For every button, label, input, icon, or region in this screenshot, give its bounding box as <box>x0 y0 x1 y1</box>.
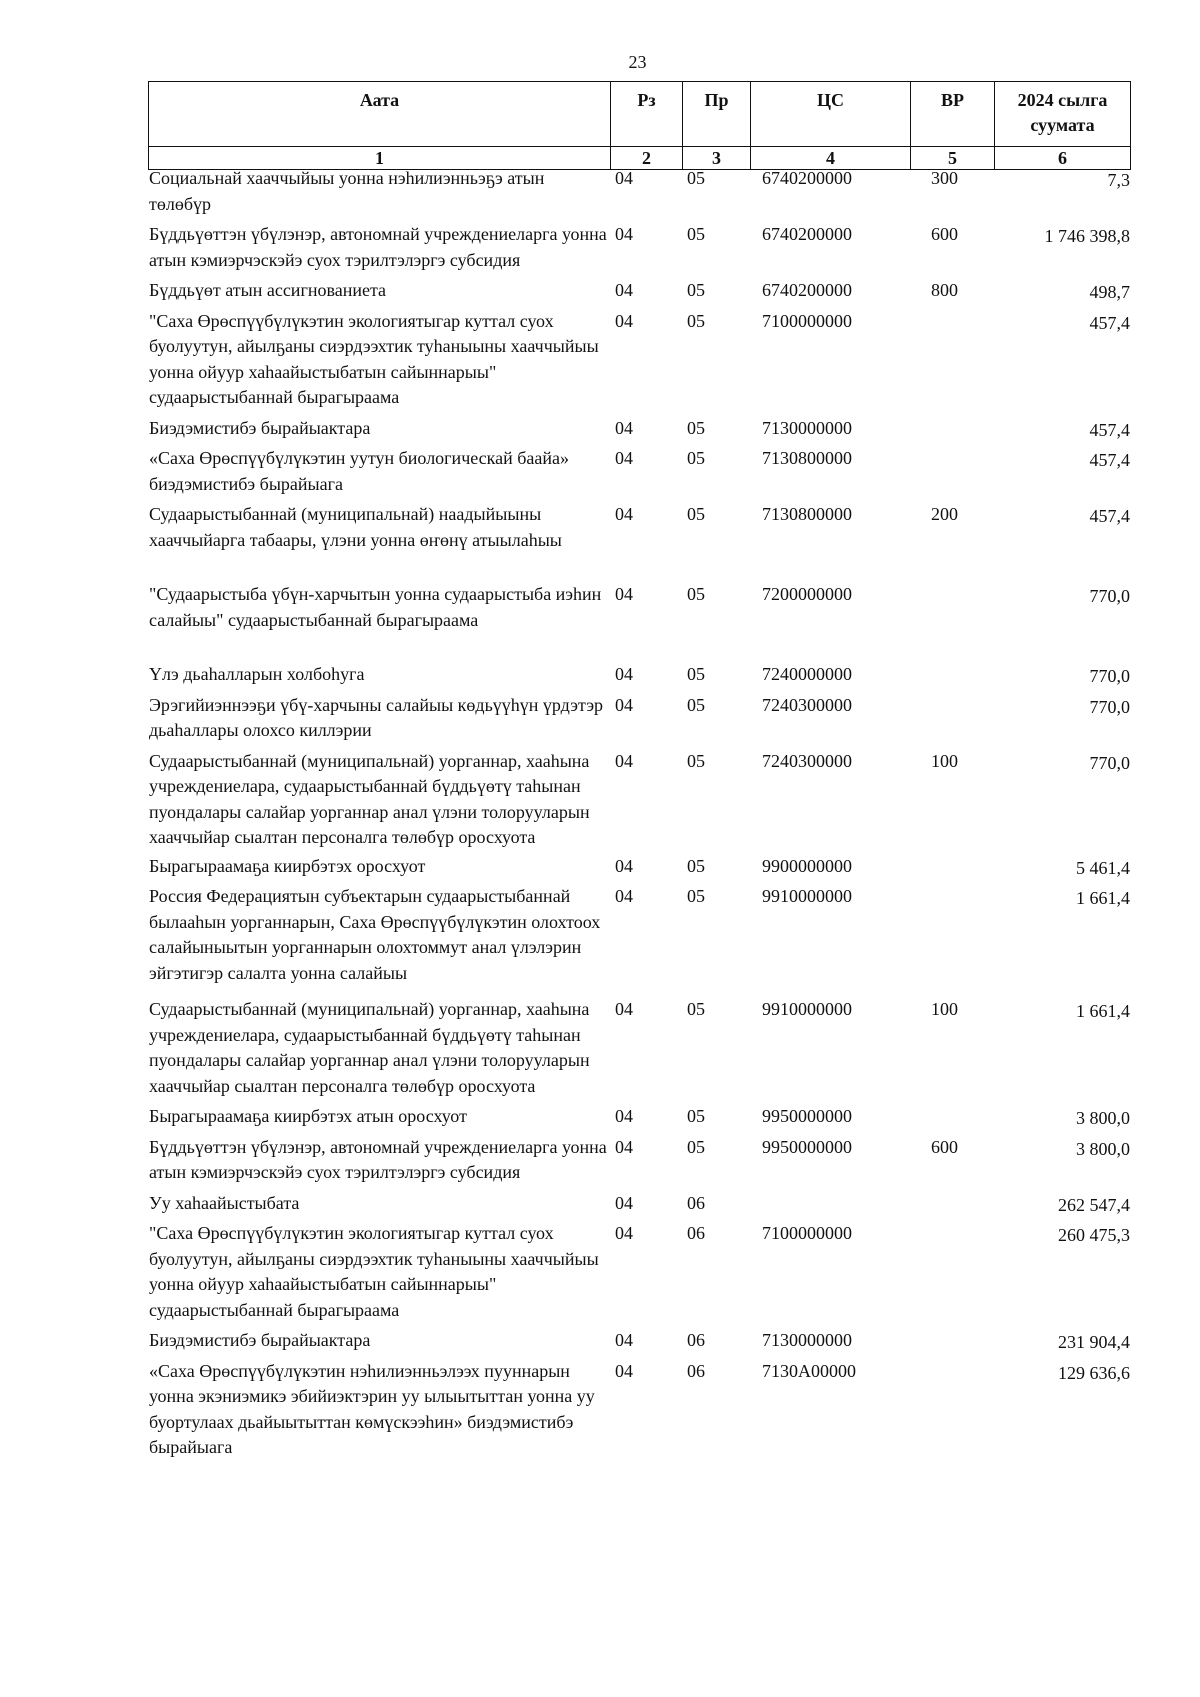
table-row <box>148 222 1130 273</box>
row-name: Үлэ дьаһалларын холбоһуга <box>149 664 365 684</box>
row-name: Биэдэмистибэ бырайыактара <box>149 1330 371 1350</box>
row-vr <box>922 1328 1015 1356</box>
row-name: Судаарыстыбаннай (муниципальнай) уорганнар, хааһына учреждениелара, судаарыстыбаннай бүддьүөтү таһынан пуондалары салайар уорганнар анал үлэни толорууларын хааччыйар сыалтан персоналга төлөбүр оросхуота <box>149 750 590 847</box>
row-name: Судаарыстыбаннай (муниципальнай) уорганнар, хааһына учреждениелара, судаарыстыбаннай бүддьүөтү таһынан пуондалары салайар уорганнар анал үлэни толорууларын хааччыйар сыалтан персоналга төлөбүр оросхуота <box>149 999 590 1096</box>
table-row <box>148 1135 1130 1186</box>
row-vr: 200 <box>931 504 958 524</box>
row-vr <box>922 416 1015 444</box>
row-name: Уу хаһаайыстыбата <box>149 1192 300 1213</box>
row-rz: 04 <box>615 1223 633 1243</box>
row-sum: 457,4 <box>1089 450 1130 470</box>
row-rz: 04 <box>615 1136 633 1157</box>
row-pr: 05 <box>687 584 705 604</box>
row-pr: 05 <box>687 855 705 876</box>
row-sum: 3 800,0 <box>1076 1138 1130 1159</box>
row-vr <box>922 662 1015 690</box>
row-cs: 6740200000 <box>762 224 852 244</box>
row-name: «Саха Өрөспүүбүлүкэтин нэһилиэнньэлээх пууннарын уонна экэниэмикэ эбийиэктэрин уу ылыытыттан уонна уу буортулаах дьайыытыттан көмүскээһин» биэдэмистибэ бырайыага <box>149 1360 595 1457</box>
row-vr <box>922 1221 1015 1323</box>
row-vr <box>922 446 1015 497</box>
row-vr: 600 <box>931 1136 958 1157</box>
row-cs: 6740200000 <box>762 168 852 188</box>
table-row <box>148 582 1130 633</box>
table-row <box>148 416 1130 444</box>
row-rz: 04 <box>615 855 633 876</box>
row-vr <box>922 309 1015 411</box>
column-number: 6 <box>995 147 1131 170</box>
row-cs: 9950000000 <box>762 1136 852 1157</box>
table-row <box>148 884 1130 986</box>
budget-table-header <box>148 81 1131 170</box>
table-row <box>148 1191 1130 1219</box>
row-sum: 5 461,4 <box>1076 857 1130 878</box>
row-name: Эрэгийиэннээҕи үбү-харчыны салайыы көдьүүһүн үрдэтэр дьаһаллары олохсо киллэрии <box>149 694 604 740</box>
row-rz: 04 <box>615 310 633 331</box>
row-sum: 770,0 <box>1089 586 1130 606</box>
row-name: "Судаарыстыба үбүн-харчытын уонна судаарыстыба иэһин салайыы" судаарыстыбаннай бырагыраама <box>149 584 602 630</box>
row-name: Социальнай хааччыйыы уонна нэhилиэнньэҕэ атын төлөбүр <box>149 168 545 214</box>
row-sum: 7,3 <box>1107 170 1130 190</box>
row-pr: 05 <box>687 168 705 188</box>
row-vr <box>922 854 1015 882</box>
row-pr: 06 <box>687 1223 705 1243</box>
table-row <box>148 1104 1130 1132</box>
row-rz: 04 <box>615 664 633 684</box>
row-name: "Саха Өрөспүүбүлүкэтин экологиятыгар куттал суох буолуутун, айылҕаны сиэрдээхтик туһаныыны хааччыйыы уонна ойуур хаһаайыстыбатын сайыннарыы" судаарыстыбаннай бырагыраама <box>149 310 599 407</box>
row-rz: 04 <box>615 1192 633 1213</box>
row-vr: 600 <box>931 224 958 244</box>
row-sum: 498,7 <box>1089 282 1130 302</box>
row-pr: 06 <box>687 1192 705 1213</box>
table-row <box>148 662 1130 690</box>
row-cs: 7130800000 <box>762 448 852 468</box>
header-pr: Пр <box>683 82 751 147</box>
row-cs: 7130A00000 <box>762 1360 856 1381</box>
table-row <box>148 749 1130 851</box>
table-row <box>148 1328 1130 1356</box>
row-name: «Саха Өрөспүүбүлүкэтин уутун биологическай баайа» биэдэмистибэ бырайыага <box>149 448 570 494</box>
header-vr: ВР <box>911 82 995 147</box>
row-sum: 1 661,4 <box>1076 1001 1130 1021</box>
column-number: 3 <box>683 147 751 170</box>
row-rz: 04 <box>615 584 633 604</box>
row-pr: 06 <box>687 1330 705 1350</box>
row-vr <box>922 1359 1015 1461</box>
table-row <box>148 854 1130 882</box>
row-cs: 7130800000 <box>762 504 852 524</box>
row-cs <box>755 1191 922 1219</box>
row-rz: 04 <box>615 224 633 244</box>
budget-table-body <box>148 166 1130 1461</box>
row-pr: 05 <box>687 999 705 1019</box>
row-name: Россия Федерациятын субъектарын судаарыстыбаннай былааһын уорганнарын, Саха Өрөспүүбүлүкэтин олохтоох салайыныытын уорганнарын олохтоммут анал үлэлэрин эйгэтигэр салалта уонна салайыы <box>149 886 601 983</box>
row-sum: 457,4 <box>1089 506 1130 526</box>
row-cs: 7100000000 <box>762 1223 852 1243</box>
row-cs: 7240300000 <box>762 694 852 715</box>
row-rz: 04 <box>615 168 633 188</box>
row-cs: 7100000000 <box>762 310 852 331</box>
column-number: 4 <box>751 147 911 170</box>
row-cs: 9910000000 <box>762 886 852 906</box>
row-cs: 9900000000 <box>762 855 852 876</box>
row-name: Бүддьүөттэн үбүлэнэр, автономнай учреждениеларга уонна атын кэмиэрчэскэйэ суох тэрилтэлэргэ субсидия <box>149 1136 607 1182</box>
row-pr: 05 <box>687 1136 705 1157</box>
row-name: "Саха Өрөспүүбүлүкэтин экологиятыгар куттал суох буолуутун, айылҕаны сиэрдээхтик туһаныыны хааччыйыы уонна ойуур хаһаайыстыбатын сайыннарыы" судаарыстыбаннай бырагыраама <box>149 1223 599 1320</box>
row-pr: 05 <box>687 310 705 331</box>
row-pr: 05 <box>687 224 705 244</box>
row-cs: 7240300000 <box>762 750 852 771</box>
row-sum: 262 547,4 <box>1058 1194 1130 1215</box>
column-number: 2 <box>611 147 683 170</box>
row-sum: 1 746 398,8 <box>1044 226 1130 246</box>
header-cs: ЦС <box>751 82 911 147</box>
row-cs: 7130000000 <box>762 417 852 438</box>
row-pr: 05 <box>687 664 705 684</box>
table-row <box>148 997 1130 1099</box>
table-row <box>148 1359 1130 1461</box>
row-vr <box>922 1104 1015 1132</box>
row-vr <box>922 582 1015 633</box>
row-cs: 7240000000 <box>762 664 852 684</box>
row-name: Бүддьүөт атын ассигнованиета <box>149 280 387 300</box>
row-rz: 04 <box>615 417 633 438</box>
table-row <box>148 502 1130 553</box>
row-rz: 04 <box>615 999 633 1019</box>
row-sum: 457,4 <box>1089 312 1130 333</box>
table-row <box>148 1221 1130 1323</box>
row-rz: 04 <box>615 1330 633 1350</box>
table-row <box>148 309 1130 411</box>
row-cs: 6740200000 <box>762 280 852 300</box>
table-row <box>148 446 1130 497</box>
row-sum: 770,0 <box>1089 752 1130 773</box>
row-sum: 1 661,4 <box>1076 888 1130 908</box>
row-sum: 3 800,0 <box>1076 1108 1130 1128</box>
row-rz: 04 <box>615 886 633 906</box>
row-rz: 04 <box>615 1106 633 1126</box>
row-name: Бырагыраамаҕа киирбэтэх атын оросхуот <box>149 1106 467 1126</box>
header-sum: 2024 сылга суумата <box>995 82 1131 147</box>
row-vr <box>922 884 1015 986</box>
row-rz: 04 <box>615 1360 633 1381</box>
page-number: 23 <box>628 52 647 72</box>
row-rz: 04 <box>615 504 633 524</box>
table-row <box>148 166 1130 217</box>
row-pr: 05 <box>687 750 705 771</box>
row-cs: 7200000000 <box>762 584 852 604</box>
header-rz: Рз <box>611 82 683 147</box>
row-name: Биэдэмистибэ бырайыактара <box>149 417 371 438</box>
row-pr: 05 <box>687 417 705 438</box>
header-name: Аата <box>149 82 611 147</box>
row-vr: 800 <box>931 280 958 300</box>
row-rz: 04 <box>615 280 633 300</box>
row-name: Судаарыстыбаннай (муниципальнай) наадыйыыны хааччыйарга табаары, үлэни уонна өҥөнү атыылаһыы <box>149 504 562 550</box>
row-sum: 231 904,4 <box>1058 1332 1130 1352</box>
row-vr <box>922 1191 1015 1219</box>
column-number: 5 <box>911 147 995 170</box>
row-name: Бырагыраамаҕа киирбэтэх оросхуот <box>149 855 426 876</box>
row-pr: 05 <box>687 886 705 906</box>
row-pr: 06 <box>687 1360 705 1381</box>
row-cs: 9910000000 <box>762 999 852 1019</box>
row-cs: 7130000000 <box>762 1330 852 1350</box>
row-rz: 04 <box>615 694 633 715</box>
row-sum: 260 475,3 <box>1058 1225 1130 1245</box>
row-vr: 300 <box>931 168 958 188</box>
row-pr: 05 <box>687 1106 705 1126</box>
row-rz: 04 <box>615 750 633 771</box>
row-name: Бүддьүөттэн үбүлэнэр, автономнай учреждениеларга уонна атын кэмиэрчэскэйэ суох тэрилтэлэргэ субсидия <box>149 224 607 270</box>
row-vr: 100 <box>931 750 958 771</box>
row-sum: 457,4 <box>1089 419 1130 440</box>
row-vr: 100 <box>931 999 958 1019</box>
row-rz: 04 <box>615 448 633 468</box>
table-row <box>148 278 1130 306</box>
row-sum: 129 636,6 <box>1058 1362 1130 1383</box>
row-pr: 05 <box>687 694 705 715</box>
row-pr: 05 <box>687 280 705 300</box>
table-row <box>148 693 1130 744</box>
row-sum: 770,0 <box>1089 696 1130 717</box>
row-sum: 770,0 <box>1089 666 1130 686</box>
row-pr: 05 <box>687 448 705 468</box>
row-pr: 05 <box>687 504 705 524</box>
row-cs: 9950000000 <box>762 1106 852 1126</box>
row-vr <box>922 693 1015 744</box>
column-number: 1 <box>149 147 611 170</box>
